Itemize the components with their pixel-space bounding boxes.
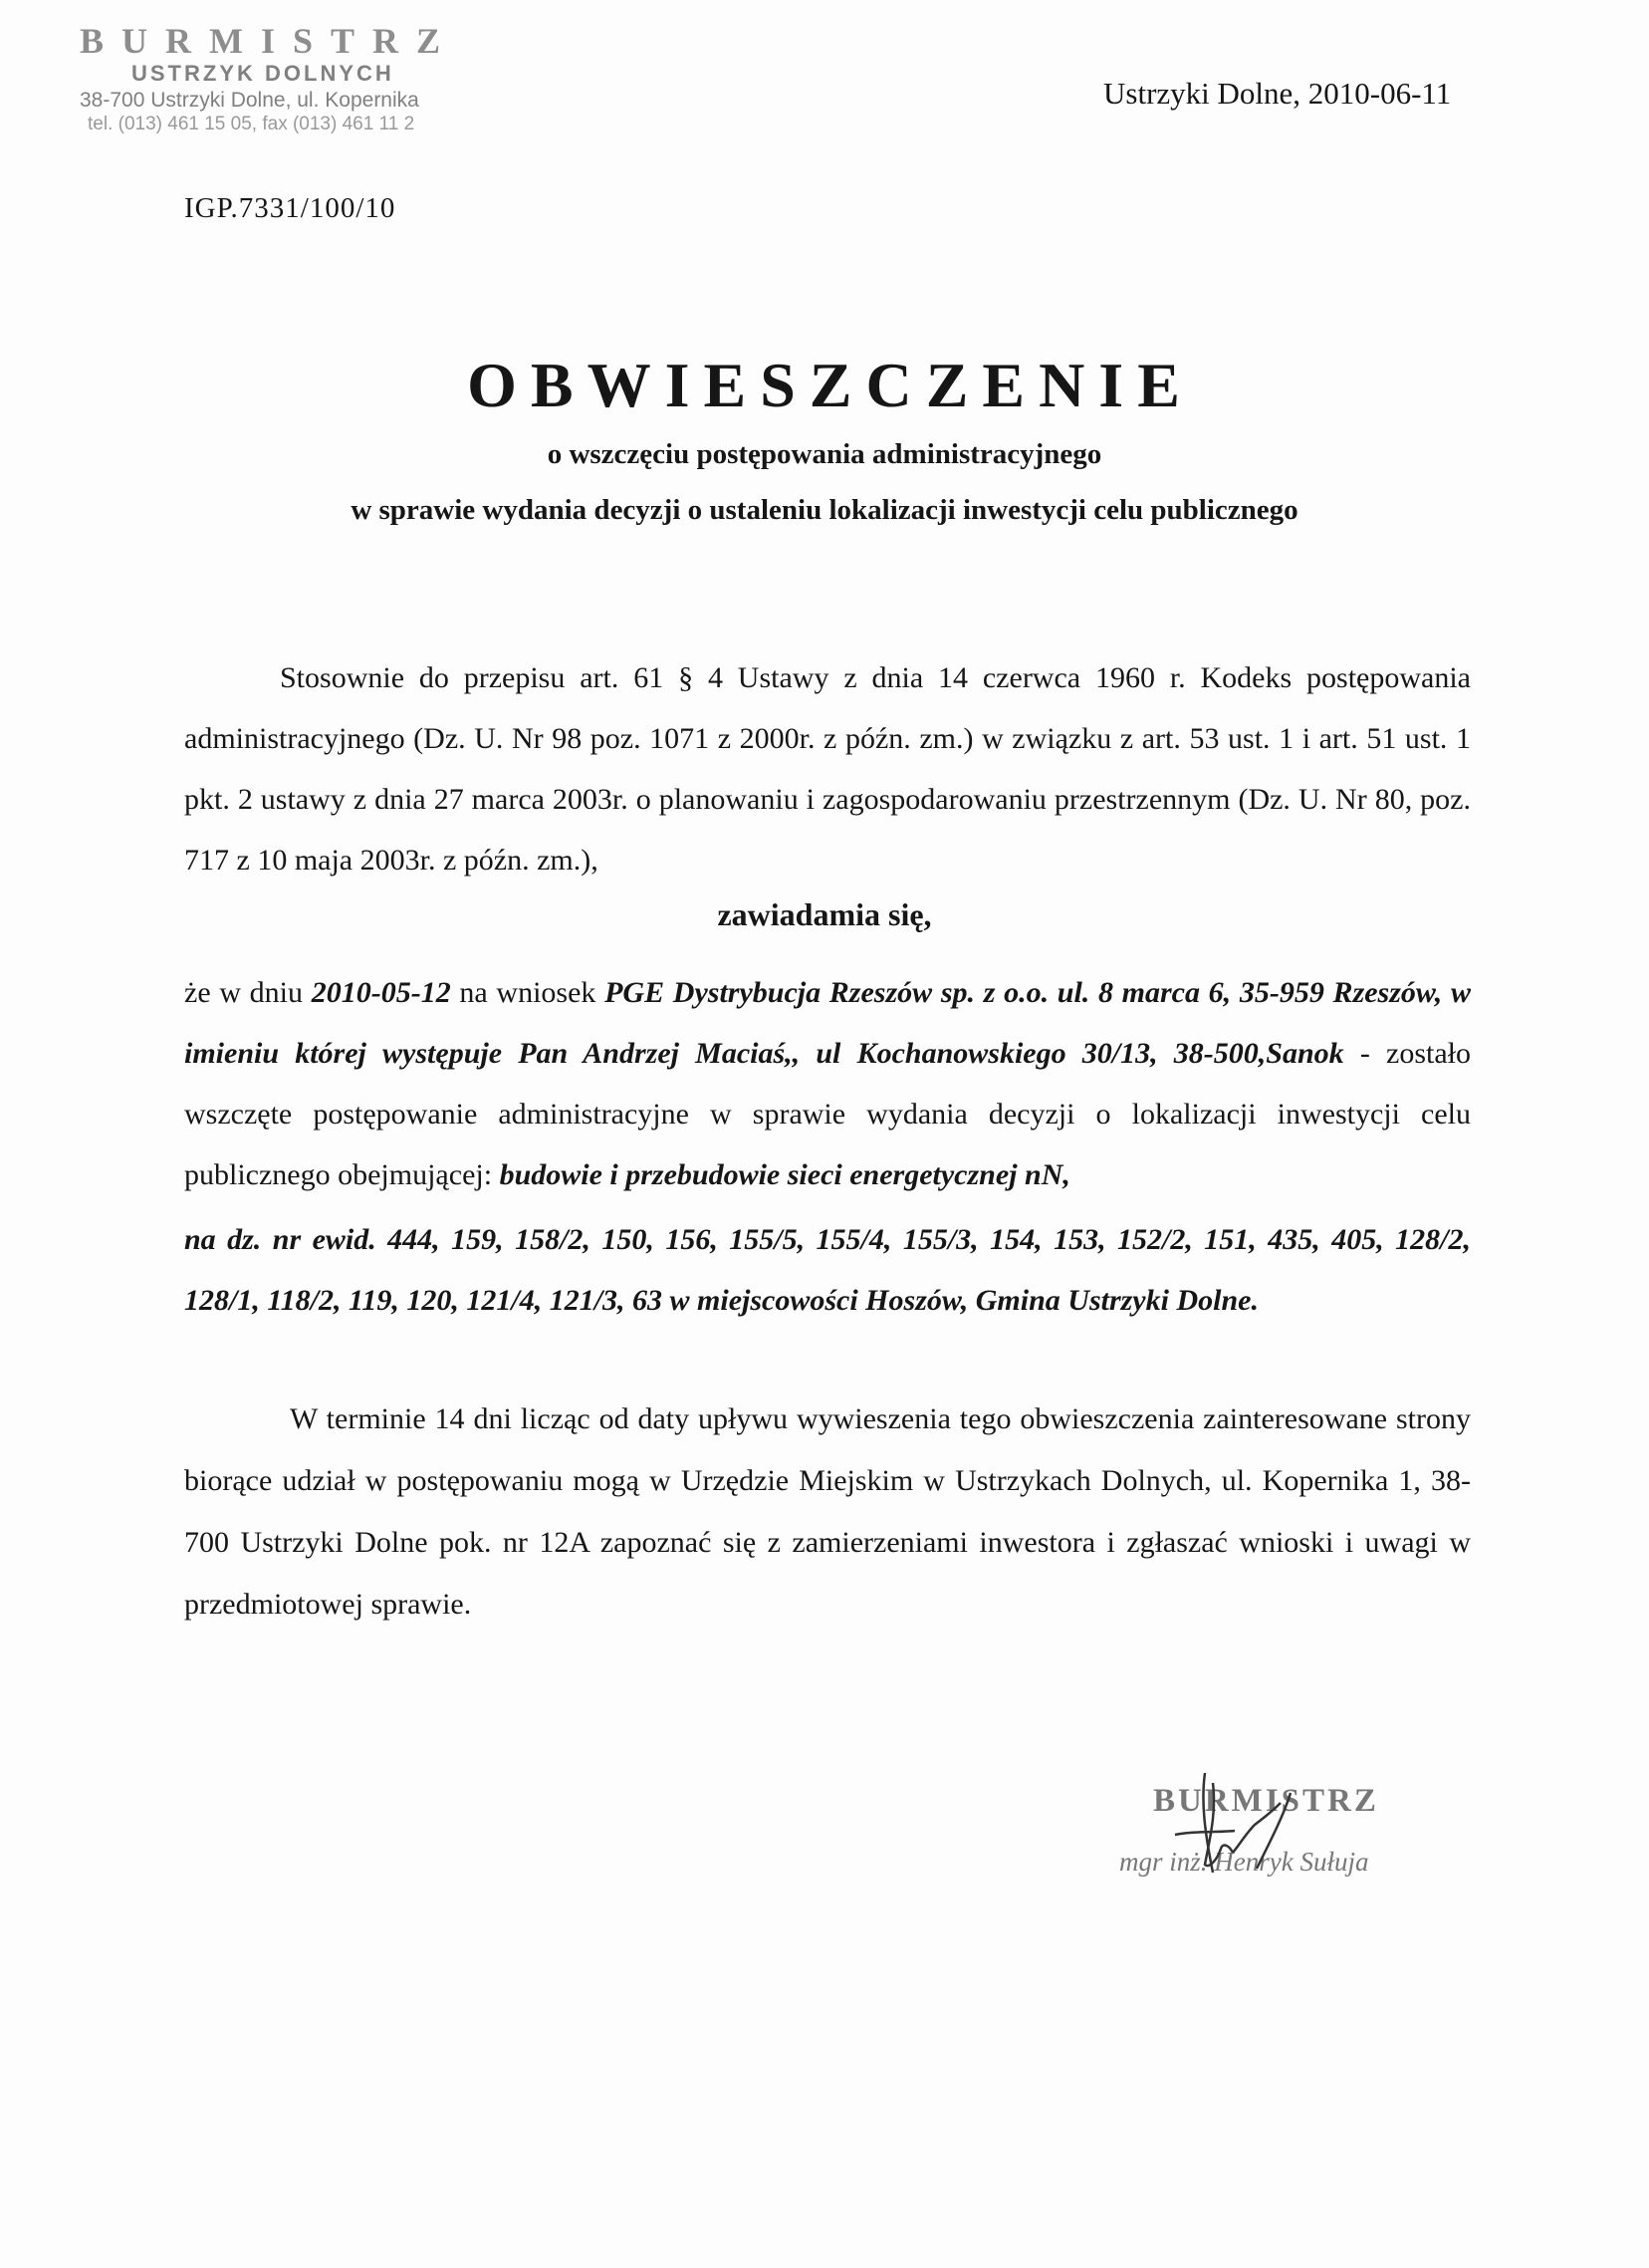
deadline-paragraph: W terminie 14 dni licząc od daty upływu wywieszenia tego obwieszczenia zainteresowane strony biorące udział w postępowaniu mogą w Urzędzie Miejskim w Ustrzykach Dolnych, ul. Kopernika 1, 38-700 Ustrzyki Dolne pok. nr 12A zapoznać się z zamierzeniami inwestora i zgłaszać wnioski i uwagi w przedmiotowej sprawie. [184, 1402, 1471, 1621]
subtitle-line-2: w sprawie wydania decyzji o ustaleniu lokalizacji inwestycji celu publicznego [351, 494, 1298, 526]
signatory-name: mgr inż. Henryk Sułuja [1119, 1847, 1369, 1877]
legal-basis-paragraph: Stosownie do przepisu art. 61 § 4 Ustawy z dnia 14 czerwca 1960 r. Kodeks postępowania administracyjnego (Dz. U. Nr 98 poz. 1071 z 2000r. z późn. zm.) w związku z art. 53 ust. 1 i art. 51 ust. 1 pkt. 2 ustawy z dnia 27 marca 2003r. o planowaniu i zagospodarowaniu przestrzennym (Dz. U. Nr 80, poz. 717 z 10 maja 2003r. z późn. zm.), [184, 661, 1471, 877]
signature-block [1105, 1773, 1424, 1892]
para2-text-2: na wniosek [450, 976, 605, 1009]
subtitle-line-1: o wszczęciu postępowania administracyjnego [547, 438, 1102, 470]
initiation-paragraph [184, 962, 1471, 1205]
stamp-city: USTRZYK DOLNYCH [131, 61, 394, 86]
signature-title: BURMISTRZ [1153, 1783, 1379, 1819]
para2-text-1: że w dniu [184, 976, 312, 1009]
stamp-address: 38-700 Ustrzyki Dolne, ul. Kopernika [80, 89, 419, 112]
parcels-paragraph: na dz. nr ewid. 444, 159, 158/2, 150, 156, 155/5, 155/4, 155/3, 154, 153, 152/2, 151, 435, 405, 128/2, 128/1, 118/2, 119, 120, 121/4, 121/3, 63 w miejscowości Hoszów, Gmina Ustrzyki Dolne. [184, 1223, 1471, 1317]
place-date: Ustrzyki Dolne, 2010-06-11 [1103, 76, 1452, 111]
investment-description: budowie i przebudowie sieci energetycznej nN, [499, 1158, 1070, 1191]
initiation-date: 2010-05-12 [311, 976, 451, 1009]
stamp-phone: tel. (013) 461 15 05, fax (013) 461 11 2 [88, 114, 415, 134]
office-stamp [80, 22, 478, 135]
document-title: OBWIESZCZENIE [467, 350, 1194, 420]
notification-heading: zawiadamia się, [717, 896, 932, 932]
handwritten-signature [1105, 1773, 1424, 1892]
applicant-details: PGE Dystrybucja Rzeszów sp. z o.o. ul. 8 marca 6, 35-959 Rzeszów, w imieniu której występuje Pan Andrzej Maciaś,, ul Kochanowskiego 30/13, 38-500,Sanok [184, 976, 1472, 1070]
stamp-org: BURMISTRZ [80, 21, 459, 61]
para2-text-3: - zostało wszczęte postępowanie administracyjne w sprawie wydania decyzji o lokalizacji inwestycji celu publicznego obejmującej: [184, 1037, 1471, 1191]
reference-number: IGP.7331/100/10 [184, 192, 396, 224]
